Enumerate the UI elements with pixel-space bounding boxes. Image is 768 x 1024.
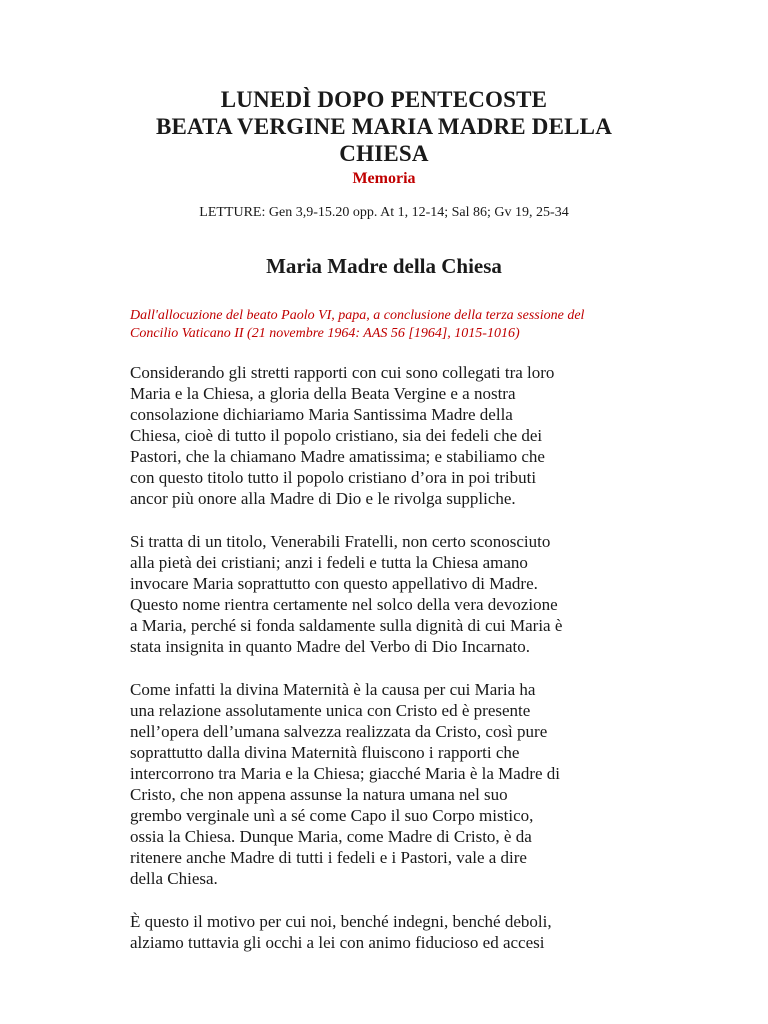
- memoria-subtitle: Memoria: [352, 170, 416, 187]
- title-line: CHIESA: [339, 141, 429, 166]
- text-line: intercorrono tra Maria e la Chiesa; giacché Maria è la Madre di: [130, 764, 560, 783]
- text-line: Si tratta di un titolo, Venerabili Fratelli, non certo sconosciuto: [130, 532, 551, 551]
- title-line: BEATA VERGINE MARIA MADRE DELLA: [155, 114, 613, 139]
- text-line: con questo titolo tutto il popolo cristiano d’ora in poi tributi: [130, 468, 537, 487]
- text-line: Considerando gli stretti rapporti con cui sono collegati tra loro: [130, 363, 555, 382]
- text-line: invocare Maria soprattutto con questo appellativo di Madre.: [130, 574, 538, 593]
- paragraph-4: [130, 911, 650, 953]
- text-line: soprattutto dalla divina Maternità fluiscono i rapporti che: [130, 743, 520, 762]
- source-line: Concilio Vaticano II (21 novembre 1964: AAS 56 [1964], 1015-1016): [130, 326, 520, 341]
- text-line: È questo il motivo per cui noi, benché indegni, benché deboli,: [130, 912, 552, 931]
- text-line: consolazione dichiariamo Maria Santissima Madre della: [130, 405, 513, 424]
- readings-line: LETTURE: Gen 3,9-15.20 opp. At 1, 12-14; Sal 86; Gv 19, 25-34: [199, 205, 569, 220]
- text-line: Pastori, che la chiamano Madre amatissima; e stabiliamo che: [130, 447, 545, 466]
- text-line: ritenere anche Madre di tutti i fedeli e i Pastori, vale a dire: [130, 848, 527, 867]
- text-line: Come infatti la divina Maternità è la causa per cui Maria ha: [130, 680, 536, 699]
- text-line: a Maria, perché si fonda saldamente sulla dignità di cui Maria è: [130, 616, 563, 635]
- text-line: una relazione assolutamente unica con Cristo ed è presente: [130, 701, 531, 720]
- text-line: Chiesa, cioè di tutto il popolo cristiano, sia dei fedeli che dei: [130, 426, 543, 445]
- text-line: ancor più onore alla Madre di Dio e le rivolga suppliche.: [130, 489, 516, 508]
- text-line: grembo verginale unì a sé come Capo il suo Corpo mistico,: [130, 806, 534, 825]
- title-line: LUNEDÌ DOPO PENTECOSTE: [220, 87, 548, 112]
- text-line: della Chiesa.: [130, 869, 218, 888]
- text-line: Cristo, che non appena assunse la natura umana nel suo: [130, 785, 508, 804]
- text-line: Maria e la Chiesa, a gloria della Beata Vergine e a nostra: [130, 384, 516, 403]
- source-line: Dall'allocuzione del beato Paolo VI, papa, a conclusione della terza sessione del: [130, 308, 585, 323]
- page-title: [0, 86, 768, 189]
- paragraph-3: [130, 679, 650, 889]
- text-line: ossia la Chiesa. Dunque Maria, come Madre di Cristo, è da: [130, 827, 532, 846]
- text-line: alziamo tuttavia gli occhi a lei con animo fiducioso ed accesi: [130, 933, 545, 952]
- text-line: alla pietà dei cristiani; anzi i fedeli e tutta la Chiesa amano: [130, 553, 528, 572]
- paragraph-2: [130, 531, 650, 657]
- paragraph-1: [130, 362, 650, 509]
- source-citation: [130, 307, 650, 343]
- text-line: Questo nome rientra certamente nel solco della vera devozione: [130, 595, 558, 614]
- text-line: nell’opera dell’umana salvezza realizzata da Cristo, così pure: [130, 722, 548, 741]
- section-title: Maria Madre della Chiesa: [266, 254, 502, 278]
- text-line: stata insignita in quanto Madre del Verbo di Dio Incarnato.: [130, 637, 531, 656]
